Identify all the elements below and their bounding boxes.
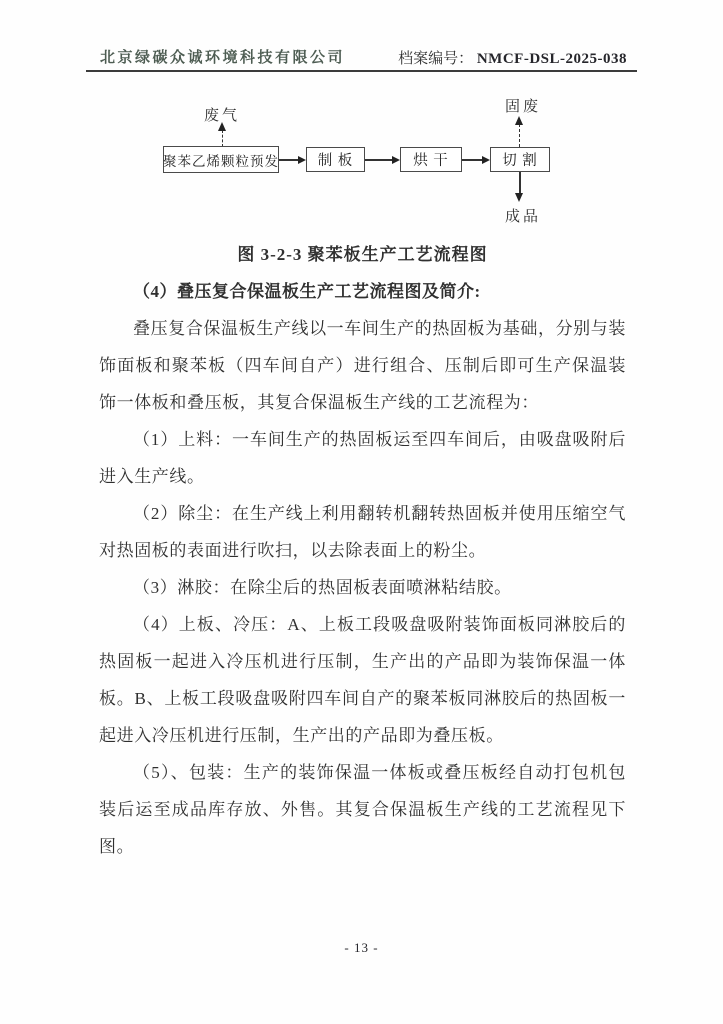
process-flowchart xyxy=(0,0,723,235)
arrow-down-icon xyxy=(515,193,523,202)
connector-line xyxy=(365,159,393,161)
paragraph: （4）上板、冷压：A、上板工段吸盘吸附装饰面板同淋胶后的热固板一起进入冷压机进行压制，生产出的产品即为装饰保温一体板。B、上板工段吸盘吸附四车间自产的聚苯板同淋胶后的热固板一起进入冷压机进行压制，生产出的产品即为叠压板。 xyxy=(99,615,626,745)
flow-step-cutting: 切 割 xyxy=(490,147,550,172)
arrow-up-icon xyxy=(515,116,523,125)
paragraph: （3）淋胶：在除尘后的热固板表面喷淋粘结胶。 xyxy=(133,578,512,597)
paragraph: （1）上料：一车间生产的热固板运至四车间后，由吸盘吸附后进入生产线。 xyxy=(99,430,626,486)
page-number: - 13 - xyxy=(344,940,379,955)
solid-waste-label: 固废 xyxy=(505,99,542,115)
paragraph: （2）除尘：在生产线上利用翻转机翻转热固板并使用压缩空气对热固板的表面进行吹扫，以去除表面上的粉尘。 xyxy=(99,504,626,560)
product-label: 成品 xyxy=(505,209,542,225)
paragraph: 叠压复合保温板生产线以一车间生产的热固板为基础，分别与装饰面板和聚苯板（四车间自产）进行组合、压制后即可生产保温装饰一体板和叠压板，其复合保温板生产线的工艺流程为： xyxy=(99,319,626,412)
figure-caption: 图 3-2-3 聚苯板生产工艺流程图 xyxy=(237,245,488,264)
flow-step-pre-expansion: 聚苯乙烯颗粒预发 xyxy=(163,146,279,173)
flow-step-drying: 烘 干 xyxy=(400,147,462,172)
connector-line xyxy=(279,159,299,161)
section-heading: （4）叠压复合保温板生产工艺流程图及简介: xyxy=(133,282,481,301)
arrow-right-icon xyxy=(392,156,400,164)
header-company-name: 北京绿碳众诚环境科技有限公司 xyxy=(100,50,346,66)
flow-step-board-making: 制 板 xyxy=(306,147,365,172)
arrow-right-icon xyxy=(298,156,306,164)
document-body xyxy=(99,236,626,865)
paragraph: （5）、包装：生产的装饰保温一体板或叠压板经自动打包机包装后运至成品库存放、外售。其复合保温板生产线的工艺流程见下图。 xyxy=(99,763,626,856)
dashed-line-solid-waste xyxy=(519,124,520,147)
arrow-up-icon xyxy=(218,122,226,131)
archive-number: NMCF-DSL-2025-038 xyxy=(476,51,627,67)
arrow-right-icon xyxy=(482,156,490,164)
connector-line xyxy=(519,172,521,194)
connector-line xyxy=(462,159,483,161)
dashed-line-waste-gas xyxy=(222,130,223,147)
waste-gas-label: 废气 xyxy=(204,108,241,124)
archive-label: 档案编号： xyxy=(398,51,474,67)
